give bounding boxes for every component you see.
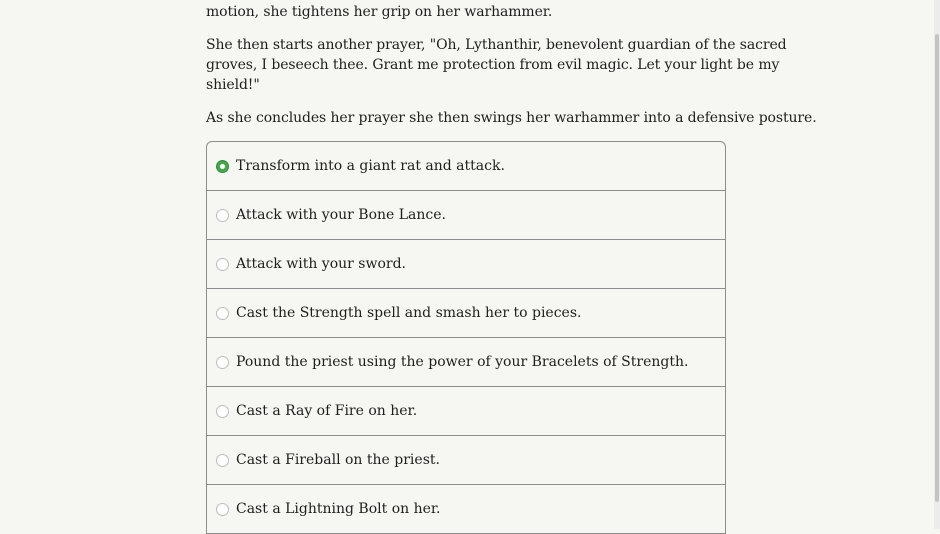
choice-lightning-bolt[interactable] (207, 485, 725, 534)
choice-label: Attack with your sword. (236, 256, 406, 272)
choice-sword[interactable] (207, 240, 725, 289)
choice-list (206, 141, 726, 534)
choice-label: Cast a Lightning Bolt on her. (236, 501, 441, 517)
choice-bone-lance[interactable] (207, 191, 725, 240)
choice-label: Cast a Ray of Fire on her. (236, 403, 418, 419)
radio-icon[interactable] (216, 405, 229, 418)
story-paragraph-3: As she concludes her prayer she then swings her warhammer into a defensive posture. (206, 110, 817, 126)
radio-icon[interactable] (216, 356, 229, 369)
choice-label: Cast the Strength spell and smash her to pieces. (236, 305, 582, 321)
choice-bracelets-of-strength[interactable] (207, 338, 725, 387)
radio-icon[interactable] (216, 454, 229, 467)
choice-label: Pound the priest using the power of your Bracelets of Strength. (236, 354, 689, 370)
story-paragraph-2-line-2: groves, I beseech thee. Grant me protection from evil magic. Let your light be my (206, 57, 780, 73)
story-paragraph-2-line-3: shield!" (206, 77, 260, 93)
story-paragraph-2 (206, 35, 787, 95)
radio-icon[interactable] (216, 307, 229, 320)
choice-ray-of-fire[interactable] (207, 387, 725, 436)
story-paragraph-2-line-1: She then starts another prayer, "Oh, Lythanthir, benevolent guardian of the sacred (206, 37, 787, 53)
choice-strength-spell[interactable] (207, 289, 725, 338)
vertical-scrollbar[interactable] (934, 0, 940, 529)
story-paragraph-1: motion, she tightens her grip on her warhammer. (206, 4, 553, 20)
choice-fireball[interactable] (207, 436, 725, 485)
radio-icon[interactable] (216, 258, 229, 271)
choice-label: Cast a Fireball on the priest. (236, 452, 440, 468)
choice-label: Transform into a giant rat and attack. (236, 158, 505, 174)
radio-icon[interactable] (216, 503, 229, 516)
radio-selected-icon[interactable] (216, 160, 229, 173)
story-panel (206, 0, 817, 529)
choice-transform-rat[interactable] (207, 142, 725, 191)
radio-icon[interactable] (216, 209, 229, 222)
choice-label: Attack with your Bone Lance. (236, 207, 446, 223)
scrollbar-thumb[interactable] (935, 34, 939, 502)
